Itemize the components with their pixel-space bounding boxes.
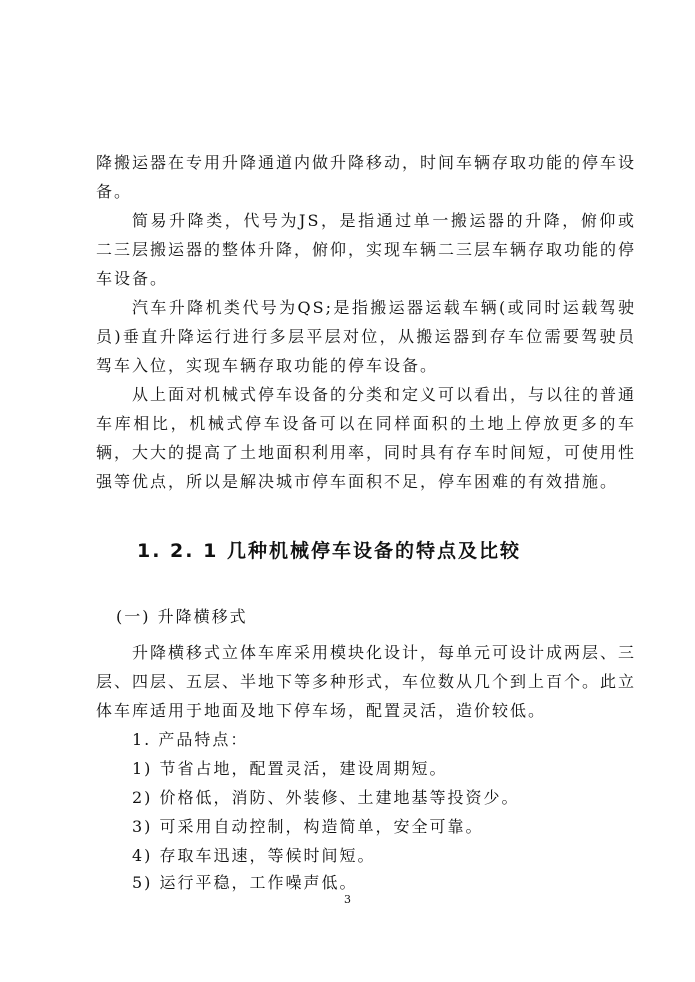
- intro-paragraph: 升降横移式立体车库采用模块化设计，每单元可设计成两层、三层、四层、五层、半地下等多种形式，车位数从几个到上百个。此立体车库适用于地面及地下停车场，配置灵活，造价较低。: [96, 643, 637, 720]
- feature-item: 2) 价格低，消防、外装修、土建地基等投资少。: [132, 788, 520, 807]
- section-heading: 1. 2. 1 几种机械停车设备的特点及比较: [137, 540, 521, 562]
- feature-item: 1) 节省占地，配置灵活，建设周期短。: [132, 759, 448, 778]
- feature-item: 4) 存取车迅速，等候时间短。: [132, 846, 376, 865]
- paragraph-4: 从上面对机械式停车设备的分类和定义可以看出，与以往的普通车库相比，机械式停车设备可以在同样面积的土地上停放更多的车辆，大大的提高了土地面积利用率，同时具有存车时间短，可使用性强等优点，所以是解决城市停车面积不足，停车困难的有效措施。: [96, 385, 637, 491]
- feature-item: 5) 运行平稳，工作噪声低。: [132, 873, 358, 892]
- paragraph-2: 简易升降类，代号为JS，是指通过单一搬运器的升降，俯仰或二三层搬运器的整体升降，俯仰，实现车辆二三层车辆存取功能的停车设备。: [96, 211, 637, 288]
- feature-item: 3) 可采用自动控制，构造简单，安全可靠。: [132, 817, 484, 836]
- features-title: 1. 产品特点：: [132, 730, 249, 749]
- subsection-heading: (一) 升降横移式: [116, 607, 248, 626]
- paragraph-1: 降搬运器在专用升降通道内做升降移动，时间车辆存取功能的停车设备。: [96, 153, 637, 201]
- paragraph-3: 汽车升降机类代号为QS;是指搬运器运载车辆(或同时运载驾驶员)垂直升降运行进行多层平层对位，从搬运器到存车位需要驾驶员驾车入位，实现车辆存取功能的停车设备。: [96, 298, 636, 375]
- page-number: 3: [344, 893, 351, 906]
